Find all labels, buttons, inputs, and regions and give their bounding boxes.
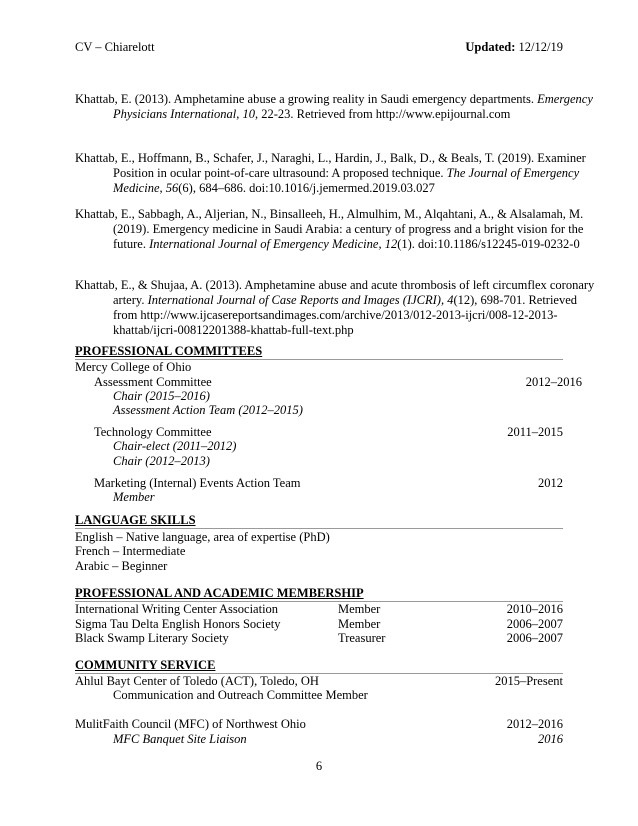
- community-detail-text: Communication and Outreach Committee Member: [113, 688, 368, 702]
- membership-role: Member: [338, 617, 381, 631]
- section-title: COMMUNITY SERVICE: [75, 658, 216, 672]
- page-header: [75, 40, 563, 56]
- section-title: PROFESSIONAL COMMITTEES: [75, 344, 263, 358]
- membership-years: 2010–2016: [506, 602, 563, 616]
- ref-tail: (12), 698-701. Retrieved from http://www.ijcasereportsandimages.com/archive/2013/012-2013-ijcri/008-12-2013-khattab/ijcri-00812201388-khattab-full-text.php: [113, 293, 578, 337]
- language-text: Arabic – Beginner: [75, 559, 168, 573]
- committee-years: 2012: [538, 476, 563, 490]
- ref-volume: 12: [384, 237, 398, 251]
- ref-tail: (1). doi:10.1186/s12245-019-0232-0: [397, 237, 580, 251]
- ref-journal: International Journal of Emergency Medicine,: [149, 237, 385, 251]
- reference-3: [75, 207, 603, 252]
- role-text: Chair (2012–2013): [113, 454, 210, 468]
- header-title: CV – Chiarelott: [75, 40, 155, 54]
- language-item: [75, 559, 563, 574]
- community-detail-years: 2016: [538, 732, 563, 746]
- membership-org: International Writing Center Association: [75, 602, 279, 616]
- language-text: English – Native language, area of expertise (PhD): [75, 530, 330, 544]
- community-detail-text: MFC Banquet Site Liaison: [113, 732, 247, 746]
- ref-volume: 10: [242, 107, 255, 121]
- community-item: [75, 717, 563, 732]
- membership-row: [75, 617, 563, 632]
- membership-row: [75, 602, 563, 617]
- ref-journal: International Journal of Case Reports and Images (IJCRI), 4: [147, 293, 454, 307]
- updated-date: 12/12/19: [518, 40, 563, 54]
- membership-role: Treasurer: [338, 631, 386, 645]
- ref-journal: The Journal of Emergency Medicine,: [113, 166, 580, 195]
- section-title: PROFESSIONAL AND ACADEMIC MEMBERSHIP: [75, 586, 364, 600]
- committee-name: Technology Committee: [94, 425, 212, 439]
- committee-years: 2012–2016: [525, 375, 582, 389]
- membership-org: Black Swamp Literary Society: [75, 631, 229, 645]
- reference-4: [75, 278, 603, 338]
- community-org: MulitFaith Council (MFC) of Northwest Ohio: [75, 717, 306, 731]
- role-text: Assessment Action Team (2012–2015): [113, 403, 303, 417]
- community-item: [75, 674, 563, 689]
- committee-org: [75, 360, 563, 375]
- reference-1: [75, 92, 603, 122]
- community-org: Ahlul Bayt Center of Toledo (ACT), Toledo, OH: [75, 674, 319, 688]
- committee-name: Assessment Committee: [94, 375, 212, 389]
- section-title: LANGUAGE SKILLS: [75, 513, 196, 527]
- committee-role: [75, 389, 563, 404]
- committee-role: [75, 490, 563, 505]
- section-heading-language: [75, 513, 563, 529]
- community-years: 2015–Present: [494, 674, 563, 688]
- ref-text: Khattab, E., Sabbagh, A., Aljerian, N., Binsalleeh, H., Almulhim, M., Alqahtani, A., & Alsalamah, M. (2019). Emergency medicine in Saudi Arabia: a century of progress and a bright vision for the future.: [75, 207, 584, 251]
- org-name: Mercy College of Ohio: [75, 360, 192, 374]
- language-text: French – Intermediate: [75, 544, 186, 558]
- role-text: Chair (2015–2016): [113, 389, 210, 403]
- section-heading-membership: [75, 586, 563, 602]
- community-years: 2012–2016: [506, 717, 563, 731]
- section-heading-committees: [75, 344, 563, 360]
- committee-role: [75, 403, 563, 418]
- committee-item: [75, 375, 582, 390]
- ref-tail: (6), 684–686. doi:10.1016/j.jemermed.2019.03.027: [178, 181, 435, 195]
- membership-row: [75, 631, 563, 646]
- reference-2: [75, 151, 603, 196]
- membership-org: Sigma Tau Delta English Honors Society: [75, 617, 281, 631]
- ref-journal: Emergency Physicians International: [113, 92, 593, 121]
- ref-sep: ,: [236, 107, 243, 121]
- ref-text: Khattab, E. (2013). Amphetamine abuse a growing reality in Saudi emergency departments.: [75, 92, 538, 106]
- committee-name: Marketing (Internal) Events Action Team: [94, 476, 301, 490]
- header-updated: [465, 40, 563, 55]
- ref-text: Khattab, E., Hoffmann, B., Schafer, J., Naraghi, L., Hardin, J., Balk, D., & Beals, T. (2019). Examiner Position in ocular point-of-care ultrasound: A proposed technique.: [75, 151, 586, 180]
- language-item: [75, 530, 563, 545]
- ref-text: Khattab, E., & Shujaa, A. (2013). Amphetamine abuse and acute thrombosis of left circumflex coronary artery.: [75, 278, 595, 307]
- section-heading-community: [75, 658, 563, 674]
- committee-item: [75, 476, 563, 491]
- committee-years: 2011–2015: [507, 425, 563, 439]
- language-item: [75, 544, 563, 559]
- membership-years: 2006–2007: [506, 617, 563, 631]
- membership-role: Member: [338, 602, 381, 616]
- committee-role: [75, 454, 563, 469]
- page-number: 6: [315, 759, 323, 773]
- committee-role: [75, 439, 563, 454]
- committee-item: [75, 425, 563, 440]
- membership-years: 2006–2007: [506, 631, 563, 645]
- role-text: Chair-elect (2011–2012): [113, 439, 237, 453]
- updated-label: Updated:: [465, 40, 516, 54]
- community-detail: [75, 732, 563, 747]
- ref-volume: 56: [165, 181, 179, 195]
- role-text: Member: [113, 490, 155, 504]
- ref-tail: , 22-23. Retrieved from http://www.epijournal.com: [255, 107, 511, 121]
- community-detail: [75, 688, 563, 703]
